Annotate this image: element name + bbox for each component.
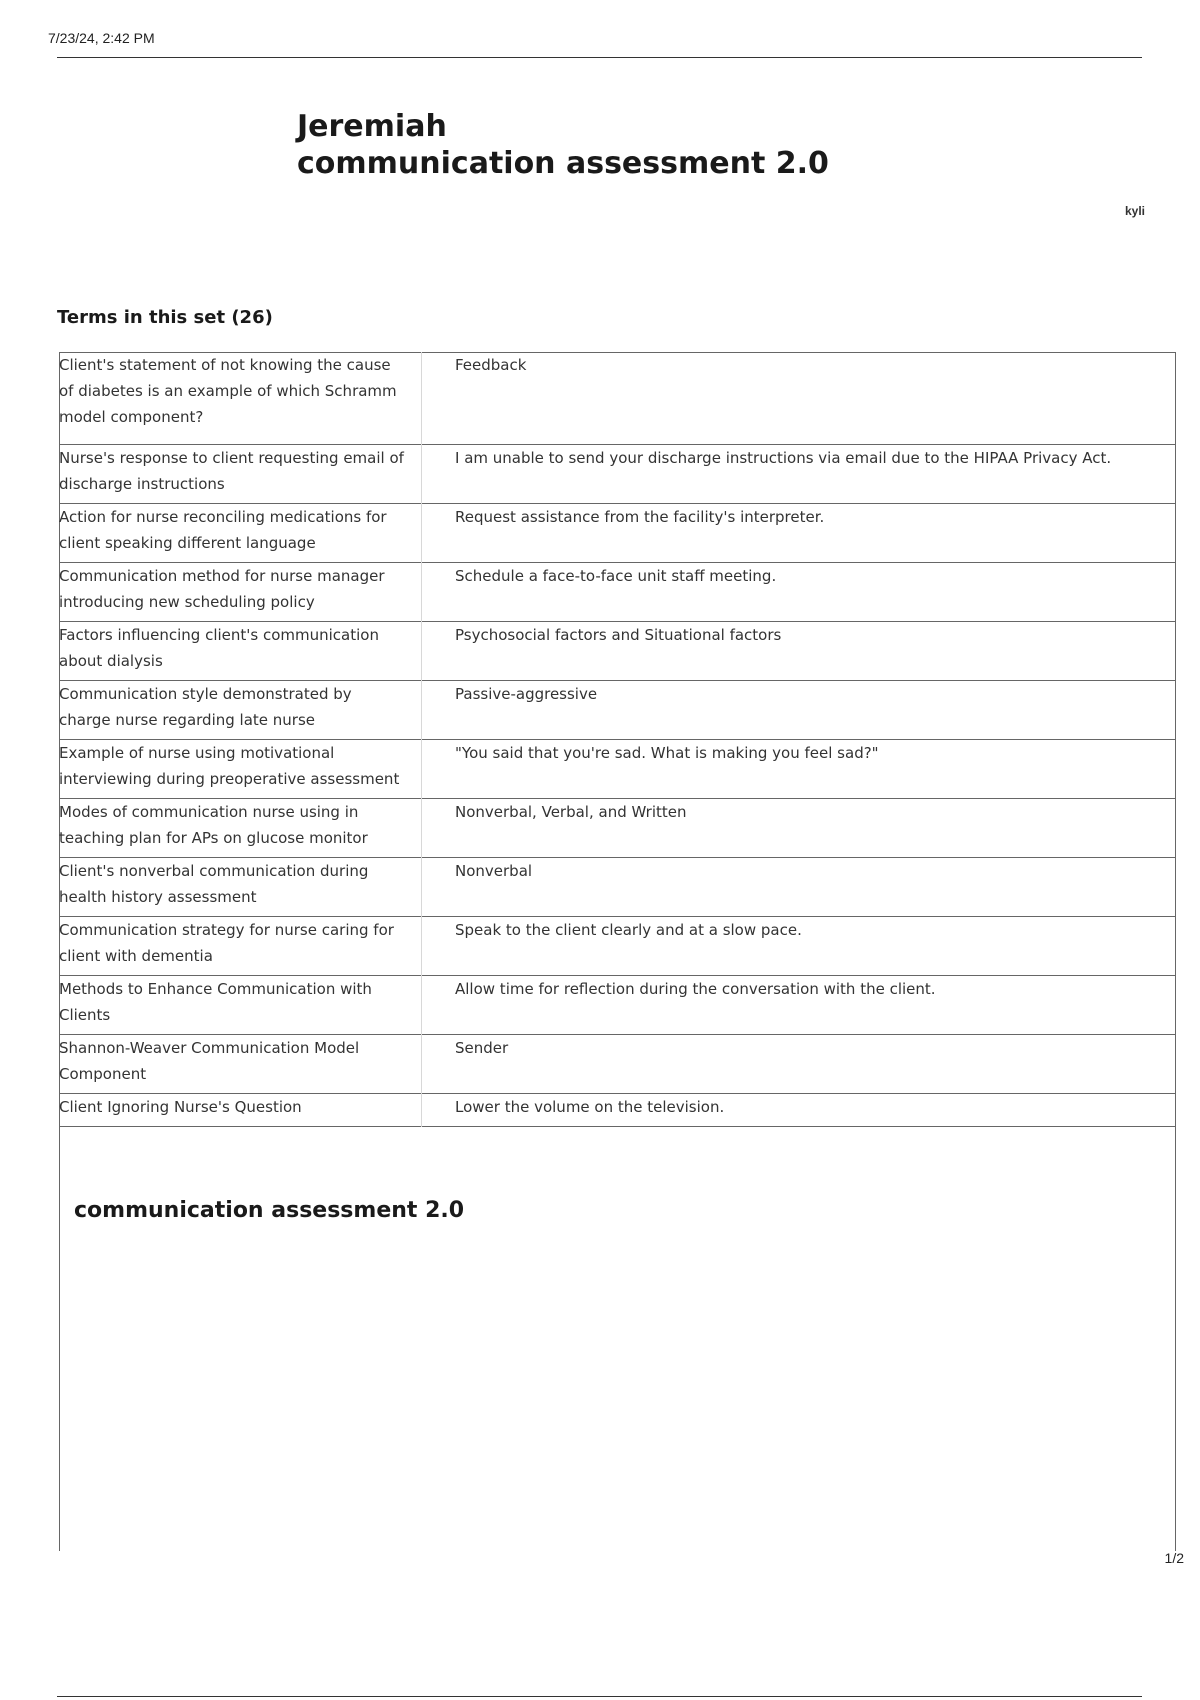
set-subtitle: communication assessment 2.0 (74, 1198, 465, 1223)
term-row (59, 1094, 1176, 1127)
terms-count-heading: Terms in this set (26) (57, 307, 273, 328)
footer-divider (57, 1696, 1142, 1697)
set-title (297, 108, 829, 182)
definition-text: I am unable to send your discharge instructions via email due to the HIPAA Privacy Act. (455, 449, 1112, 467)
definition-text: Psychosocial factors and Situational factors (455, 626, 782, 644)
term-row (59, 504, 1176, 563)
term-text: Modes of communication nurse using in teaching plan for APs on glucose monitor (59, 799, 422, 858)
definition-text: Schedule a face-to-face unit staff meeting. (455, 567, 777, 585)
term-row (59, 1035, 1176, 1094)
definition-text: Nonverbal (455, 862, 533, 880)
term-row (59, 352, 1176, 445)
terms-table (59, 352, 1176, 1127)
term-row (59, 976, 1176, 1035)
definition-text: "You said that you're sad. What is making you feel sad?" (455, 744, 879, 762)
term-row (59, 858, 1176, 917)
term-text: Example of nurse using motivational interviewing during preoperative assessment (59, 740, 422, 799)
term-row (59, 681, 1176, 740)
term-row (59, 445, 1176, 504)
term-text: Communication strategy for nurse caring for client with dementia (59, 917, 422, 976)
term-text: Action for nurse reconciling medications for client speaking different language (59, 504, 422, 563)
term-text: Communication method for nurse manager introducing new scheduling policy (59, 563, 422, 622)
set-title-line1: Jeremiah (297, 109, 447, 144)
definition-text: Sender (455, 1039, 509, 1057)
term-text: Nurse's response to client requesting email of discharge instructions (59, 445, 422, 504)
term-text: Shannon-Weaver Communication Model Component (59, 1035, 422, 1094)
term-text: Client Ignoring Nurse's Question (59, 1094, 422, 1127)
definition-text: Lower the volume on the television. (455, 1098, 725, 1116)
author-name[interactable]: kyli (1124, 204, 1145, 218)
term-text: Client's nonverbal communication during health history assessment (59, 858, 422, 917)
term-row (59, 799, 1176, 858)
term-row (59, 622, 1176, 681)
definition-text: Nonverbal, Verbal, and Written (455, 803, 687, 821)
definition-text: Passive-aggressive (455, 685, 598, 703)
page-number: 1/2 (1164, 1550, 1184, 1566)
print-timestamp: 7/23/24, 2:42 PM (48, 30, 155, 46)
term-text: Factors influencing client's communication about dialysis (59, 622, 422, 681)
header-divider (57, 57, 1142, 58)
definition-text: Request assistance from the facility's interpreter. (455, 508, 825, 526)
definition-text: Feedback (455, 356, 527, 374)
definition-text: Speak to the client clearly and at a slow pace. (455, 921, 802, 939)
term-text: Client's statement of not knowing the cause of diabetes is an example of which Schramm model component? (59, 352, 422, 445)
term-text: Communication style demonstrated by charge nurse regarding late nurse (59, 681, 422, 740)
term-row (59, 740, 1176, 799)
term-row (59, 917, 1176, 976)
term-text: Methods to Enhance Communication with Clients (59, 976, 422, 1035)
definition-text: Allow time for reflection during the conversation with the client. (455, 980, 936, 998)
term-row (59, 563, 1176, 622)
set-title-line2: communication assessment 2.0 (297, 146, 829, 181)
